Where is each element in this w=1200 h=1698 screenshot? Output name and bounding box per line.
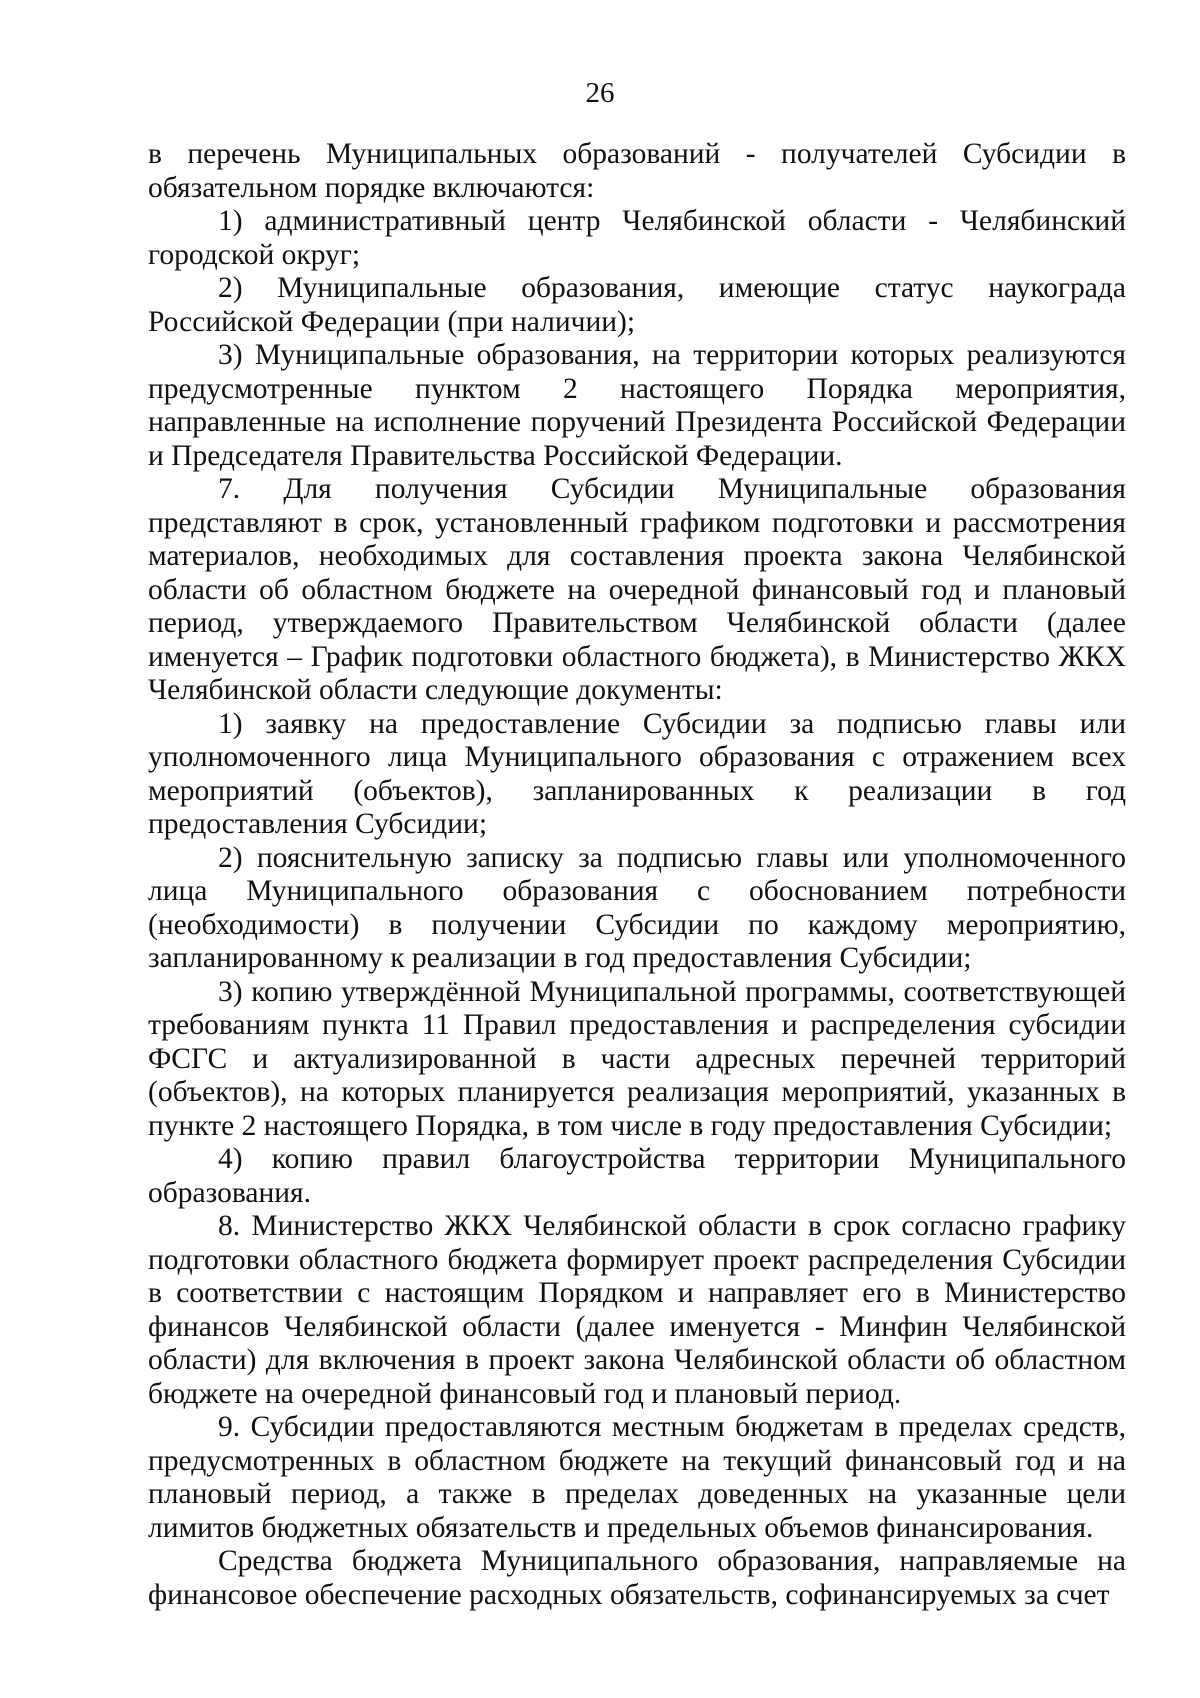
paragraph-budget-funds: Средства бюджета Муниципального образования, направляемые на финансовое обеспечение расходных обязательств, софинансируемых за счет [148, 1545, 1126, 1611]
list-item-naukograd: 2) Муниципальные образования, имеющие статус наукограда Российской Федерации (при наличии); [148, 272, 1126, 338]
list-item-president-orders: 3) Муниципальные образования, на территории которых реализуются предусмотренные пунктом 2 настоящего Порядка мероприятия, направленные на исполнение поручений Президента Российской Федерации и Председателя Правительства Российской Федерации. [148, 339, 1126, 472]
list-item-application: 1) заявку на предоставление Субсидии за подписью главы или уполномоченного лица Муниципального образования с отражением всех мероприятий (объектов), запланированных к реализации в год предоставления Субсидии; [148, 707, 1126, 840]
list-item-rules-copy: 4) копию правил благоустройства территории Муниципального образования. [148, 1143, 1126, 1209]
paragraph-intro: в перечень Муниципальных образований - получателей Субсидии в обязательном порядке включаются: [148, 138, 1126, 204]
document-body [148, 138, 1126, 1612]
list-item-admin-center: 1) административный центр Челябинской области - Челябинский городской округ; [148, 205, 1126, 271]
list-item-explanatory-note: 2) пояснительную записку за подписью главы или уполномоченного лица Муниципального образования с обоснованием потребности (необходимости) в получении Субсидии по каждому мероприятию, запланированному к реализации в год предоставления Субсидии; [148, 841, 1126, 974]
list-item-program-copy: 3) копию утверждённой Муниципальной программы, соответствующей требованиям пункта 11 Правил предоставления и распределения субсидии ФСГС и актуализированной в части адресных перечней территорий (объектов), на которых планируется реализация мероприятий, указанных в пункте 2 настоящего Порядка, в том числе в году предоставления Субсидии; [148, 975, 1126, 1142]
page-number: 26 [585, 77, 615, 109]
paragraph-section-7: 7. Для получения Субсидии Муниципальные образования представляют в срок, установленный графиком подготовки и рассмотрения материалов, необходимых для составления проекта закона Челябинской области об областном бюджете на очередной финансовый год и плановый период, утверждаемого Правительством Челябинской области (далее именуется – График подготовки областного бюджета), в Министерство ЖКХ Челябинской области следующие документы: [148, 473, 1126, 706]
paragraph-section-9: 9. Субсидии предоставляются местным бюджетам в пределах средств, предусмотренных в областном бюджете на текущий финансовый год и на плановый период, а также в пределах доведенных на указанные цели лимитов бюджетных обязательств и предельных объемов финансирования. [148, 1411, 1126, 1544]
paragraph-section-8: 8. Министерство ЖКХ Челябинской области в срок согласно графику подготовки областного бюджета формирует проект распределения Субсидии в соответствии с настоящим Порядком и направляет его в Министерство финансов Челябинской области (далее именуется - Минфин Челябинской области) для включения в проект закона Челябинской области об областном бюджете на очередной финансовый год и плановый период. [148, 1210, 1126, 1410]
